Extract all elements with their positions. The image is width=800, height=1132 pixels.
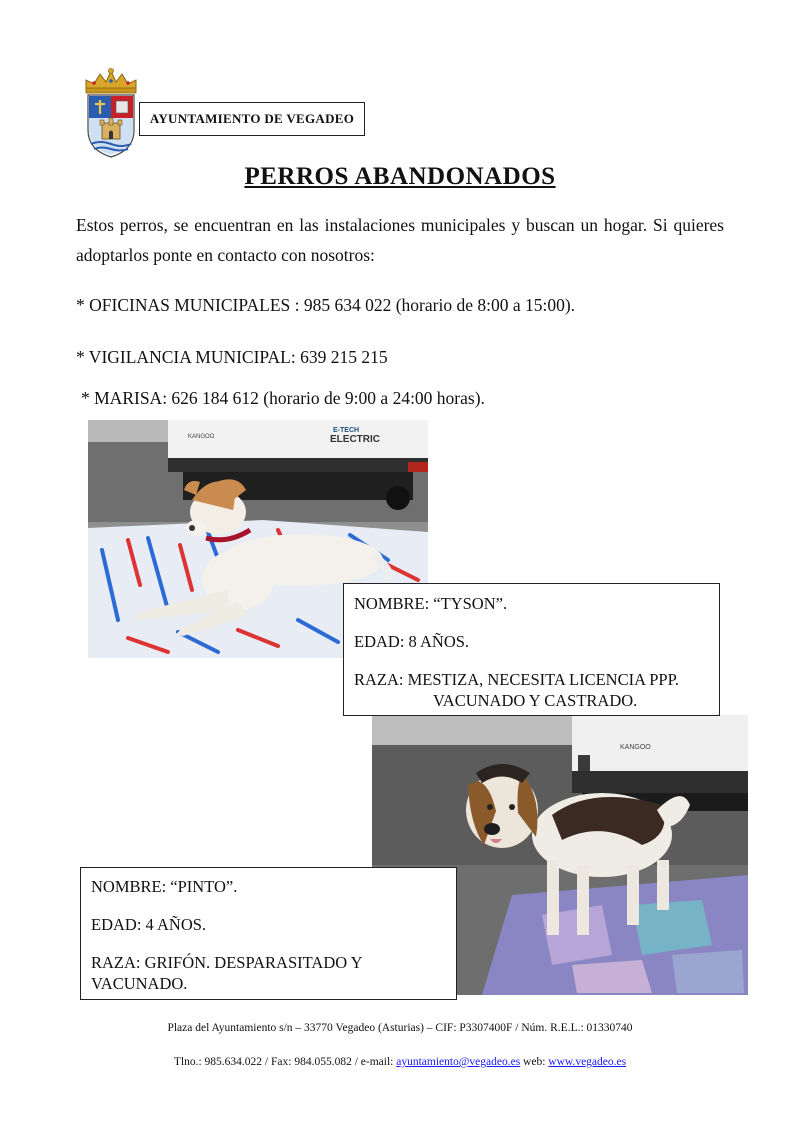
dog-breed: RAZA: GRIFÓN. DESPARASITADO Y <box>91 953 363 972</box>
footer-contact <box>0 1056 800 1068</box>
contact-municipal-offices: * OFICINAS MUNICIPALES : 985 634 022 (horario de 8:00 a 15:00). <box>76 295 576 315</box>
dog-notes: VACUNADO Y CASTRADO. <box>433 691 638 710</box>
van-model-text: KANGOO <box>188 434 215 440</box>
contact-marisa: * MARISA: 626 184 612 (horario de 9:00 a 24:00 horas). <box>81 388 485 408</box>
intro-paragraph: Estos perros, se encuentran en las instalaciones municipales y buscan un hogar. Si quieres adoptarlos ponte en contacto con nosotros: <box>76 215 724 265</box>
dog-name: NOMBRE: “TYSON”. <box>354 594 508 613</box>
dog-info-box-tyson <box>343 583 720 716</box>
dog-age: EDAD: 4 AÑOS. <box>91 915 207 934</box>
organization-name-box: AYUNTAMIENTO DE VEGADEO <box>139 102 365 136</box>
page-title: PERROS ABANDONADOS <box>244 163 556 190</box>
dog-notes: VACUNADO. <box>91 974 188 993</box>
dog-info-box-pinto <box>80 867 457 1000</box>
footer-email-link[interactable]: ayuntamiento@vegadeo.es <box>396 1056 521 1068</box>
coat-of-arms-logo <box>80 68 142 160</box>
van-electric-text: ELECTRIC <box>330 434 380 445</box>
van-badge-text: E-TECH <box>333 427 360 434</box>
dog-age: EDAD: 8 AÑOS. <box>354 632 470 651</box>
dog-name: NOMBRE: “PINTO”. <box>91 877 238 896</box>
van-model-text: KANGOO <box>620 744 651 751</box>
footer-phone-fax: Tlno.: 985.634.022 / Fax: 984.055.082 / e-mail: <box>173 1056 397 1068</box>
footer-web-label: web: <box>520 1056 549 1068</box>
dog-breed: RAZA: MESTIZA, NECESITA LICENCIA PPP. <box>354 670 680 689</box>
footer-web-link[interactable]: www.vegadeo.es <box>548 1056 627 1068</box>
contact-municipal-police: * VIGILANCIA MUNICIPAL: 639 215 215 <box>76 347 388 367</box>
footer-address: Plaza del Ayuntamiento s/n – 33770 Vegadeo (Asturias) – CIF: P3307400F / Núm. R.E.L.: 01330740 <box>167 1022 633 1034</box>
